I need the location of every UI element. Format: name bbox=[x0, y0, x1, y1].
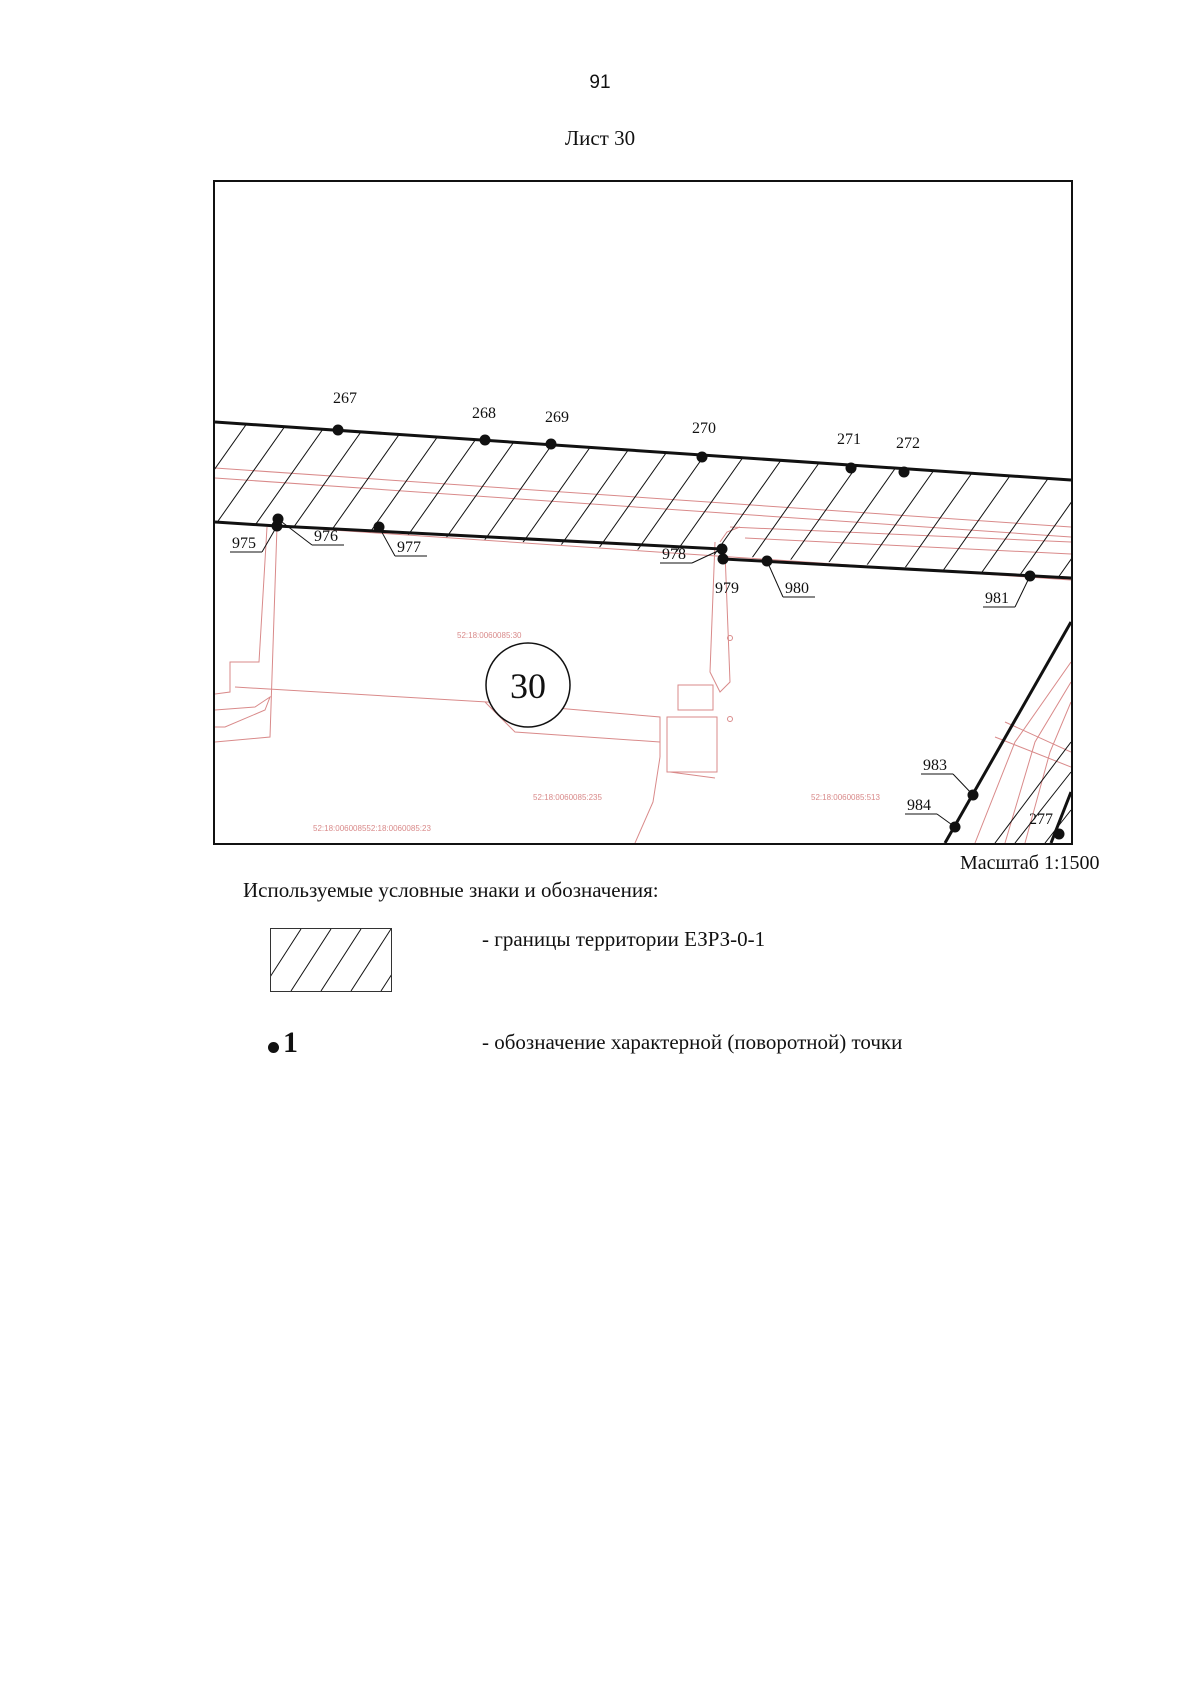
turning-point-270 bbox=[697, 452, 708, 463]
legend-point-symbol bbox=[268, 1026, 298, 1060]
point-label-277: 277 bbox=[1029, 811, 1053, 828]
cadastral-label: 52:18:0060085:235 bbox=[533, 793, 602, 802]
page-number: 91 bbox=[589, 72, 611, 93]
point-label-983: 983 bbox=[923, 757, 947, 774]
point-label-270: 270 bbox=[692, 420, 716, 437]
turning-points bbox=[230, 390, 1065, 840]
map-canvas bbox=[215, 182, 1071, 843]
map-scale: Масштаб 1:1500 bbox=[960, 852, 1100, 874]
map-frame bbox=[213, 180, 1073, 845]
point-label-978: 978 bbox=[662, 546, 686, 563]
point-dot-icon bbox=[268, 1042, 279, 1053]
sheet-title: Лист 30 bbox=[564, 126, 636, 150]
cadastral-lines bbox=[215, 468, 1071, 843]
point-label-975: 975 bbox=[232, 535, 256, 552]
turning-point-277 bbox=[1054, 829, 1065, 840]
legend-hatch-symbol bbox=[270, 928, 392, 992]
turning-point-268 bbox=[480, 435, 491, 446]
label-leader bbox=[937, 814, 955, 827]
legend-point-number: 1 bbox=[283, 1026, 298, 1059]
point-label-269: 269 bbox=[545, 409, 569, 426]
label-leader bbox=[262, 526, 277, 552]
zone-marker bbox=[486, 643, 570, 727]
point-label-272: 272 bbox=[896, 435, 920, 452]
point-label-979: 979 bbox=[715, 580, 739, 597]
legend-title: Используемые условные знаки и обозначения: bbox=[243, 878, 659, 902]
turning-point-269 bbox=[546, 439, 557, 450]
turning-point-979 bbox=[718, 554, 729, 565]
point-label-977: 977 bbox=[397, 539, 421, 556]
point-label-271: 271 bbox=[837, 431, 861, 448]
point-label-981: 981 bbox=[985, 590, 1009, 607]
turning-point-271 bbox=[846, 463, 857, 474]
zone-label: 30 bbox=[510, 666, 546, 706]
turning-point-267 bbox=[333, 425, 344, 436]
turning-point-272 bbox=[899, 467, 910, 478]
label-leader bbox=[953, 774, 973, 795]
cadastral-label: 52:18:006008552:18:0060085:23 bbox=[313, 824, 431, 833]
label-leader bbox=[278, 519, 312, 545]
point-label-984: 984 bbox=[907, 797, 931, 814]
label-leader bbox=[1015, 576, 1030, 607]
point-label-980: 980 bbox=[785, 580, 809, 597]
point-label-976: 976 bbox=[314, 528, 338, 545]
legend-item-turning-point: - обозначение характерной (поворотной) точки bbox=[482, 1030, 903, 1054]
point-label-267: 267 bbox=[333, 390, 357, 407]
point-label-268: 268 bbox=[472, 405, 496, 422]
legend-item-zone-boundary: - границы территории ЕЗРЗ-0-1 bbox=[482, 927, 766, 951]
label-leader bbox=[767, 561, 783, 597]
cadastral-label: 52:18:0060085:513 bbox=[811, 793, 880, 802]
cadastral-label: 52:18:0060085:30 bbox=[457, 631, 522, 640]
